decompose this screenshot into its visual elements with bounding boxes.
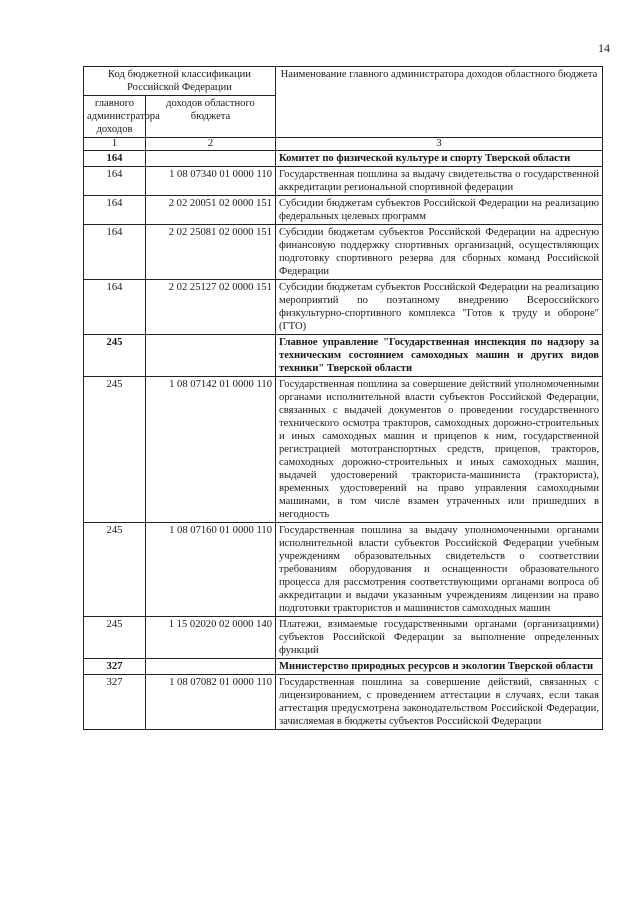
revenue-code <box>146 659 276 675</box>
row-description: Министерство природных ресурсов и экологии Тверской области <box>276 659 603 675</box>
revenue-admin-table <box>83 66 603 730</box>
admin-code: 164 <box>84 280 146 335</box>
revenue-code: 2 02 25127 02 0000 151 <box>146 280 276 335</box>
revenue-code: 1 15 02020 02 0000 140 <box>146 617 276 659</box>
table-row <box>84 196 603 225</box>
row-description: Субсидии бюджетам субъектов Российской Федерации на реализацию мероприятий по поэтапному внедрению Всероссийского физкультурно-спортивного комплекса "Готов к труду и обороне" (ГТО) <box>276 280 603 335</box>
revenue-code <box>146 151 276 167</box>
classification-header: Код бюджетной классификации Российской Федерации <box>84 67 276 96</box>
row-description: Субсидии бюджетам субъектов Российской Федерации на адресную финансовую поддержку спортивных организаций, осуществляющих подготовку спортивного резерва для сборных команд Российской Федерации <box>276 225 603 280</box>
row-description: Комитет по физической культуре и спорту Тверской области <box>276 151 603 167</box>
table-row <box>84 280 603 335</box>
admin-code: 245 <box>84 377 146 523</box>
column-number-2: 2 <box>146 138 276 151</box>
revenue-code: 2 02 20051 02 0000 151 <box>146 196 276 225</box>
table-row <box>84 335 603 377</box>
admin-code: 164 <box>84 225 146 280</box>
admin-code: 245 <box>84 617 146 659</box>
table-row <box>84 167 603 196</box>
admin-code: 164 <box>84 167 146 196</box>
table-row <box>84 675 603 730</box>
admin-code: 245 <box>84 335 146 377</box>
table-row <box>84 377 603 523</box>
table-row <box>84 151 603 167</box>
page-number: 14 <box>598 41 610 55</box>
column-number-1: 1 <box>84 138 146 151</box>
revenue-code: 1 08 07340 01 0000 110 <box>146 167 276 196</box>
revenue-code <box>146 335 276 377</box>
table-row <box>84 659 603 675</box>
revenue-code: 1 08 07142 01 0000 110 <box>146 377 276 523</box>
revenue-code: 2 02 25081 02 0000 151 <box>146 225 276 280</box>
row-description: Государственная пошлина за совершение действий уполномоченными органами исполнительной власти субъектов Российской Федерации, связанных с выдачей документов о проведении государственного технического осмотра тракторов, самоходных дорожно-строительных и иных самоходных машин и прицепов к ним, государственной регистрацией мототранспортных средств, прицепов, тракторов, самоходных дорожно-строительных и иных самоходных машин, выдачей удостоверений тракториста-машиниста (тракториста), временных удостоверений на право управления самоходными машинами, в том числе взамен утраченных или пришедших в негодность <box>276 377 603 523</box>
table-row <box>84 523 603 617</box>
table-row <box>84 617 603 659</box>
row-description: Платежи, взимаемые государственными органами (организациями) субъектов Российской Федерации за выполнение определенных функций <box>276 617 603 659</box>
column-number-3: 3 <box>276 138 603 151</box>
admin-code: 164 <box>84 196 146 225</box>
table-row <box>84 225 603 280</box>
revenue-column-header: доходов областного бюджета <box>146 96 276 138</box>
revenue-code: 1 08 07160 01 0000 110 <box>146 523 276 617</box>
row-description: Государственная пошлина за выдачу свидетельства о государственной аккредитации региональной спортивной федерации <box>276 167 603 196</box>
row-description: Государственная пошлина за совершение действий, связанных с лицензированием, с проведением аттестации в случаях, если такая аттестация предусмотрена законодательством Российской Федерации, зачисляемая в бюджеты субъектов Российской Федерации <box>276 675 603 730</box>
admin-code: 327 <box>84 675 146 730</box>
row-description: Субсидии бюджетам субъектов Российской Федерации на реализацию федеральных целевых программ <box>276 196 603 225</box>
admin-code: 245 <box>84 523 146 617</box>
admin-code: 327 <box>84 659 146 675</box>
row-description: Главное управление "Государственная инспекция по надзору за техническим состоянием самоходных машин и других видов техники" Тверской области <box>276 335 603 377</box>
row-description: Государственная пошлина за выдачу уполномоченными органами исполнительной власти субъектов Российской Федерации учебным учреждениям образовательных свидетельств о соответствии требованиям оборудования и оснащенности образовательного процесса для рассмотрения соответствующими органами вопроса об аккредитации и выдачи указанным учреждениям лицензии на право подготовки трактористов и машинистов самоходных машин <box>276 523 603 617</box>
admin-column-header: главного администратора доходов <box>84 96 146 138</box>
name-column-header: Наименование главного администратора доходов областного бюджета <box>276 67 603 138</box>
revenue-code: 1 08 07082 01 0000 110 <box>146 675 276 730</box>
admin-code: 164 <box>84 151 146 167</box>
